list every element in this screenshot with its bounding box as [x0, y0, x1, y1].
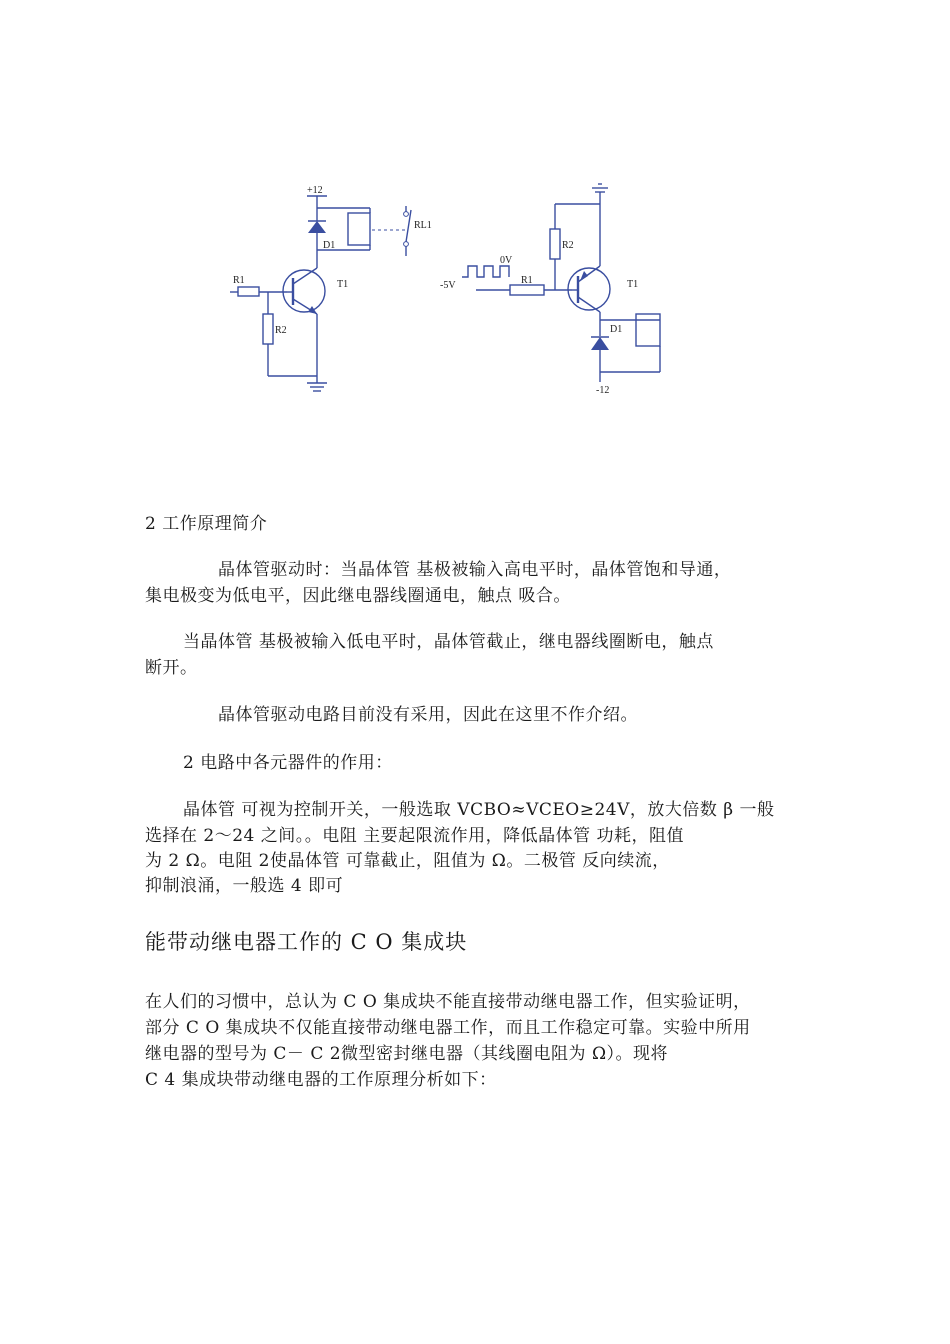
- left-r2-label: R2: [275, 325, 287, 336]
- ground-icon: [307, 376, 327, 391]
- ground-icon: [592, 184, 608, 204]
- section2-line1: 晶体管 可视为控制开关，一般选取 VCBO≈VCEO≥24V，放大倍数 β 一般: [183, 800, 775, 820]
- section2-heading: 2 电路中各元器件的作用：: [183, 753, 393, 773]
- diode-icon: [308, 221, 326, 233]
- section1-p1-line2: 集电极变为低电平，因此继电器线圈通电，触点 吸合。: [145, 586, 571, 606]
- section1-p2-line1: 当晶体管 基极被输入低电平时，晶体管截止，继电器线圈断电，触点: [183, 632, 714, 652]
- left-transistor-label: T1: [337, 279, 349, 290]
- left-r1-label: R1: [233, 275, 245, 286]
- section3-line3: 继电器的型号为 C－ C 2微型密封继电器（其线圈电阻为 Ω）。现将: [145, 1044, 669, 1064]
- left-circuit: [230, 185, 432, 391]
- pulse-wave-icon: [462, 266, 509, 277]
- relay-switch-icon: [404, 206, 411, 256]
- section1-p1-line1: 晶体管驱动时：当晶体管 基极被输入高电平时，晶体管饱和导通，: [218, 560, 732, 580]
- right-diode-label: D1: [610, 324, 623, 335]
- relay-coil-icon: [600, 314, 660, 372]
- section3-line2: 部分 C O 集成块不仅能直接带动继电器工作，而且工作稳定可靠。实验中所用: [145, 1018, 751, 1038]
- section3-line1: 在人们的习惯中，总认为 C O 集成块不能直接带动继电器工作，但实验证明，: [145, 992, 751, 1012]
- left-supply-label: +12: [307, 185, 323, 196]
- section2-line4: 抑制浪涌，一般选 4 即可: [145, 876, 344, 896]
- pulse-low-label: -5V: [440, 280, 456, 291]
- section3-title: 能带动继电器工作的 C O 集成块: [145, 930, 468, 954]
- left-diode-label: D1: [323, 240, 336, 251]
- circuit-diagram: [0, 0, 950, 470]
- right-r1-label: R1: [521, 275, 533, 286]
- section3-line4: C 4 集成块带动继电器的工作原理分析如下：: [145, 1070, 497, 1090]
- right-circuit: [440, 184, 660, 396]
- section1-heading: 2 工作原理简介: [145, 514, 268, 534]
- section1-p2-line2: 断开。: [145, 658, 198, 678]
- section2-line2: 选择在 2～24 之间。。电阻 主要起限流作用，降低晶体管 功耗，阻值: [145, 826, 685, 846]
- pulse-high-label: 0V: [500, 255, 513, 266]
- left-relay-label: RL1: [414, 220, 432, 231]
- transistor-icon: [283, 268, 325, 314]
- section2-line3: 为 2 Ω。电阻 2使晶体管 可靠截止，阻值为 Ω。二极管 反向续流，: [145, 851, 670, 871]
- diode-icon: [591, 337, 609, 350]
- right-r2-label: R2: [562, 240, 574, 251]
- right-supply-label: -12: [596, 385, 610, 396]
- transistor-icon: [568, 266, 610, 312]
- right-transistor-label: T1: [627, 279, 639, 290]
- section1-p3: 晶体管驱动电路目前没有采用，因此在这里不作介绍。: [218, 705, 638, 725]
